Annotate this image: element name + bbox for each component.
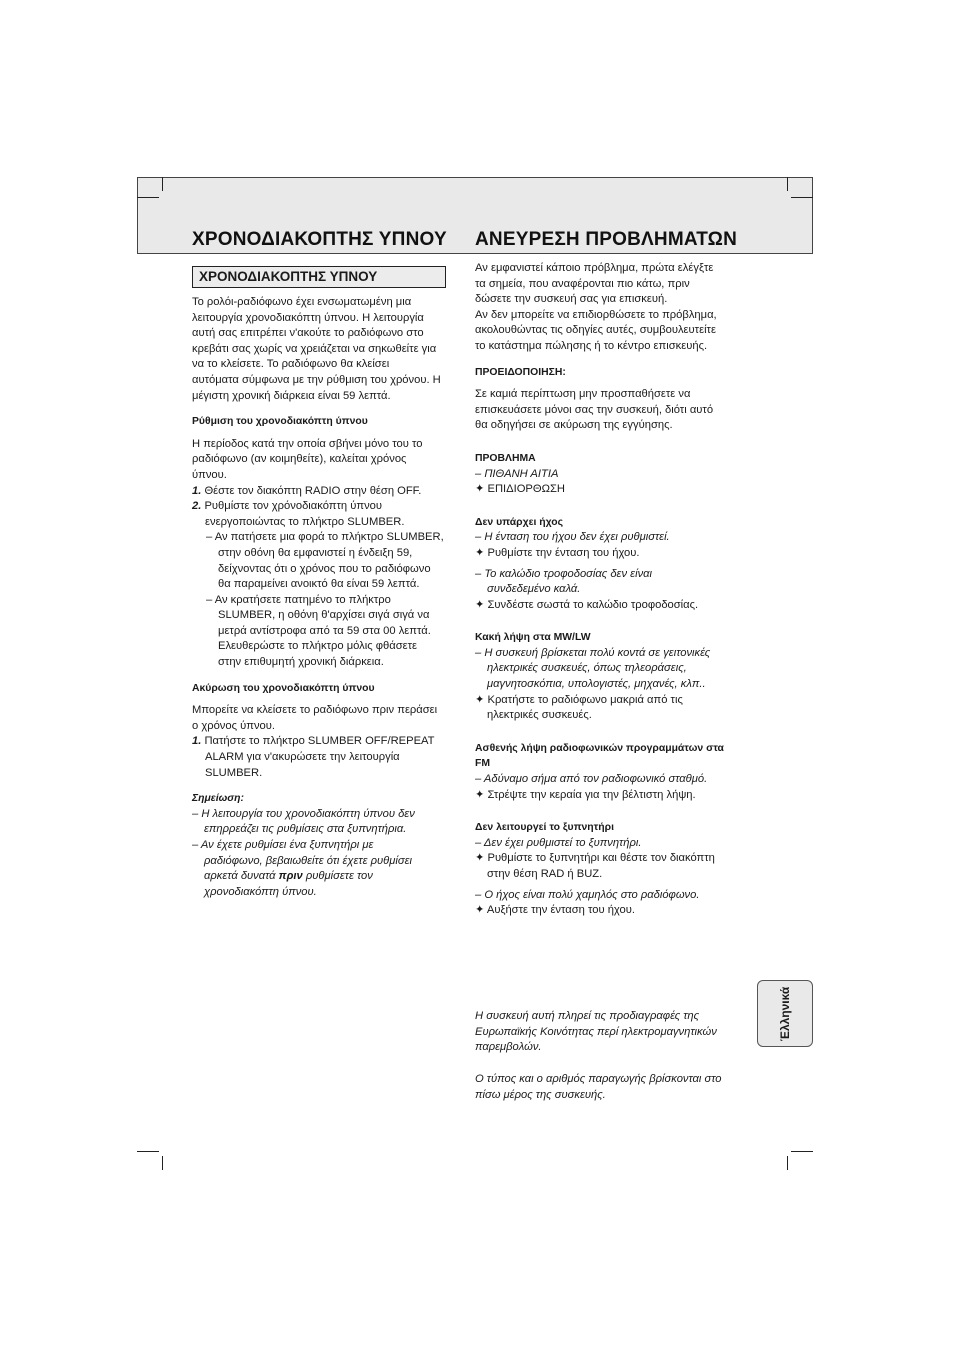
cancel-line: Μπορείτε να κλείσετε το ραδιόφωνο πριν περάσει — [192, 704, 438, 717]
crop-mark — [791, 197, 813, 198]
warning-line: θα οδηγήσει σε ακύρωση της εγγύησης. — [475, 419, 673, 432]
language-tab — [757, 980, 813, 1047]
step-text: ενεργοποιώντας το πλήκτρο SLUMBER. — [205, 515, 405, 528]
type-note-line: πίσω μέρος της συσκευής. — [475, 1088, 606, 1101]
problem-fix: ✦ Αυξήστε την ένταση του ήχου. — [475, 904, 635, 917]
problem-fix: ✦ Ρυθμίστε την ένταση του ήχου. — [475, 546, 640, 559]
crop-mark — [137, 197, 159, 198]
intro-line: τα σημεία, που αναφέρονται πιο κάτω, πριν — [475, 277, 690, 290]
intro-line: Το ρολόι-ραδιόφωνο έχει ενσωματωμένη μια — [192, 296, 412, 308]
step-text: Ρυθμίστε τον χρόνοδιακόπτη ύπνου — [204, 500, 383, 513]
note-line: ραδιόφωνο, βεβαιωθείτε ότι έχετε ρυθμίσει — [204, 854, 413, 867]
step-text: SLUMBER. — [205, 766, 263, 779]
note-line: επηρρεάζει τις ρυθμίσεις στα ξυπνητήρια. — [204, 823, 407, 836]
step-text: Θέστε τον διακόπτη RADIO στην θέση OFF. — [204, 484, 422, 497]
legend-heading: ΠΡΟΒΛΗΜΑ — [475, 452, 536, 464]
note-line: χρονοδιακόπτη ύπνου. — [204, 885, 317, 898]
setting-line: Η περίοδος κατά την οποία σβήνει μόνο του το — [192, 437, 423, 450]
note-emphasis: πριν — [278, 870, 303, 883]
intro-line: το κατάστημα πώλησης ή το κέντρο επισκευής. — [475, 339, 708, 352]
problem-fix-line: στην θέση RAD ή BUZ. — [487, 868, 603, 880]
compliance-note — [475, 1009, 750, 1056]
crop-mark — [787, 177, 788, 191]
page-title-troubleshooting: ΑΝΕΥΡΕΣΗ ΠΡΟΒΛΗΜΑΤΩΝ — [475, 229, 738, 250]
problem-cause: – Η ένταση του ήχου δεν έχει ρυθμιστεί. — [475, 531, 670, 544]
dash-item: – Αν πατήσετε μια φορά το πλήκτρο SLUMBER, — [206, 531, 444, 544]
setting-line: ύπνου. — [192, 468, 227, 481]
intro-line: κρεβάτι σας χωρίς να χρειάζεται να σηκωθείτε για — [192, 342, 437, 355]
problem-heading: Ασθενής λήψη ραδιοφωνικών προγραμμάτων στα — [475, 742, 724, 754]
intro-line: δώσετε την συσκευή σας για επισκευή. — [475, 293, 668, 306]
crop-mark — [162, 177, 163, 191]
step-number: 1. — [192, 735, 202, 748]
problem-fix: ✦ Συνδέστε σωστά το καλώδιο τροφοδοσίας. — [475, 598, 699, 611]
language-label: Έλληνικά — [778, 986, 792, 1041]
problem-cause-line: συνδεδεμένο καλά. — [487, 583, 581, 596]
intro-line: Αν εμφανιστεί κάποιο πρόβλημα, πρώτα ελέγξτε — [475, 262, 714, 274]
step-number: 2. — [192, 500, 202, 513]
step-1 — [192, 484, 462, 500]
right-column — [475, 261, 750, 919]
note-heading: Σημείωση: — [192, 793, 244, 805]
setting-line: ραδιόφωνο (αν κοιμηθείτε), καλείται χρόνος — [192, 453, 407, 466]
problem-cause: – Η συσκευή βρίσκεται πολύ κοντά σε γειτονικές — [475, 646, 711, 659]
intro-line: λειτουργία χρονοδιακόπτη ύπνου. Η λειτουργία — [192, 311, 424, 324]
intro-line: να το κλείσετε. Το ραδιόφωνο θα κλείσει — [192, 358, 390, 371]
subheading-setting: Ρύθμιση του χρονοδιακόπτη ύπνου — [192, 416, 368, 428]
intro-line: μέγιστη χρονική διάρκεια είναι 59 λεπτά. — [192, 389, 391, 402]
dash-line: SLUMBER, η οθόνη θ'αρχίσει σιγά σιγά να — [218, 609, 430, 622]
compliance-line: Η συσκευή αυτή πληρεί τις προδιαγραφές της — [475, 1010, 700, 1022]
problem-heading: Δεν λειτουργεί το ξυπνητήρι — [475, 822, 614, 834]
subheading-cancel: Ακύρωση του χρονοδιακόπτη ύπνου — [192, 682, 375, 694]
note-line — [192, 869, 462, 885]
dash-line: μετρά αντίστροφα από τα 59 στα 00 λεπτά. — [218, 624, 431, 637]
cancel-line: ο χρόνος ύπνου. — [192, 719, 275, 732]
problem-heading-line: FM — [475, 758, 491, 770]
step-text: Πατήστε το πλήκτρο SLUMBER OFF/REPEAT — [204, 735, 435, 748]
step-text: ALARM για ν'ακυρώσετε την λειτουργία — [205, 751, 400, 764]
warning-line: Σε καμιά περίπτωση μην προσπαθήσετε να — [475, 388, 691, 401]
problem-fix: ✦ Ρυθμίστε το ξυπνητήρι και θέστε τον διακόπτη — [475, 852, 715, 865]
problem-cause: – Το καλώδιο τροφοδοσίας δεν είναι — [475, 567, 653, 580]
warning-heading: ΠΡΟΕΙΔΟΠΟΙΗΣΗ: — [475, 366, 566, 378]
section-heading-box: ΧΡΟΝΟΔΙΑΚΟΠΤΗΣ ΥΠΝΟΥ — [192, 266, 446, 288]
dash-line: θα παραμείνει ανοικτό θα είναι 59 λεπτά. — [218, 578, 420, 591]
warning-line: επισκευάσετε μόνοι σας την συσκευή, διότι αυτό — [475, 403, 714, 416]
type-note-line: Ο τύπος και ο αριθμός παραγωγής βρίσκονται στο — [475, 1073, 722, 1085]
dash-line: δείχνοντας ότι ο χρόνος που το ραδιόφωνο — [218, 562, 431, 575]
problem-cause: – Ο ήχος είναι πολύ χαμηλός στο ραδιόφωνο. — [475, 888, 700, 901]
problem-fix: ✦ Κρατήστε το ραδιόφωνο μακριά από τις — [475, 693, 683, 706]
step-number: 1. — [192, 484, 202, 497]
problem-cause-line: ηλεκτρικές συσκευές, όπως τηλεοράσεις, — [487, 662, 687, 675]
problem-heading: Δεν υπάρχει ήχος — [475, 516, 563, 528]
note-item: – Αν έχετε ρυθμίσει ένα ξυπνητήρι με — [192, 839, 374, 851]
crop-mark — [162, 1156, 163, 1170]
problem-cause: – Αδύναμο σήμα από τον ραδιοφωνικό σταθμό. — [475, 773, 708, 786]
left-column — [192, 295, 462, 900]
problem-cause: – Δεν έχει ρυθμιστεί το ξυπνητήρι. — [475, 836, 642, 849]
problem-fix: ✦ Στρέψτε την κεραία για την βέλτιστη λήψη. — [475, 788, 696, 801]
intro-line: αυτή σας επιτρέπει ν'ακούτε το ραδιόφωνο στο — [192, 327, 424, 340]
dash-line: Ελευθερώστε το πλήκτρο μόλις φθάσετε — [218, 640, 417, 653]
page-title-sleep-timer: ΧΡΟΝΟΔΙΑΚΟΠΤΗΣ ΥΠΝΟΥ — [192, 229, 447, 250]
type-plate-note — [475, 1072, 750, 1103]
intro-line: Αν δεν μπορείτε να επιδιορθώσετε το πρόβλημα, — [475, 308, 717, 321]
crop-mark — [787, 1156, 788, 1170]
dash-line: στην επιθυμητή χρονική διάρκεια. — [218, 656, 384, 669]
intro-line: αυτόματα σύμφωνα με την ρύθμιση του χρόνου. Η — [192, 373, 441, 386]
note-text: αρκετά δυνατά — [204, 870, 279, 883]
crop-mark — [791, 1151, 813, 1152]
step-2 — [192, 499, 462, 515]
problem-fix-line: ηλεκτρικές συσκευές. — [487, 709, 592, 722]
legend-fix: ✦ ΕΠΙΔΙΟΡΘΩΣΗ — [475, 483, 565, 496]
dash-line: στην οθόνη θα εμφανιστεί η ένδειξη 59, — [218, 546, 413, 559]
dash-item: – Αν κρατήσετε πατημένο το πλήκτρο — [206, 593, 391, 606]
intro-line: ακολουθώντας τις οδηγίες αυτές, συμβουλευτείτε — [475, 324, 716, 337]
problem-heading: Κακή λήψη στα MW/LW — [475, 632, 591, 644]
note-text: ρυθμίσετε τον — [302, 870, 373, 883]
crop-mark — [137, 1151, 159, 1152]
cancel-step — [192, 734, 462, 750]
note-item: – Η λειτουργία του χρονοδιακόπτη ύπνου δεν — [192, 807, 415, 820]
compliance-line: Ευρωπαϊκής Κοινότητας περί ηλεκτρομαγνητικών — [475, 1025, 717, 1038]
compliance-line: παρεμβολών. — [475, 1041, 542, 1054]
legend-cause: – ΠΙΘΑΝΗ ΑΙΤΙΑ — [475, 467, 559, 480]
problem-cause-line: μαγνητοσκόπια, υπολογιστές, μηχανές, κλπ.. — [487, 678, 706, 691]
